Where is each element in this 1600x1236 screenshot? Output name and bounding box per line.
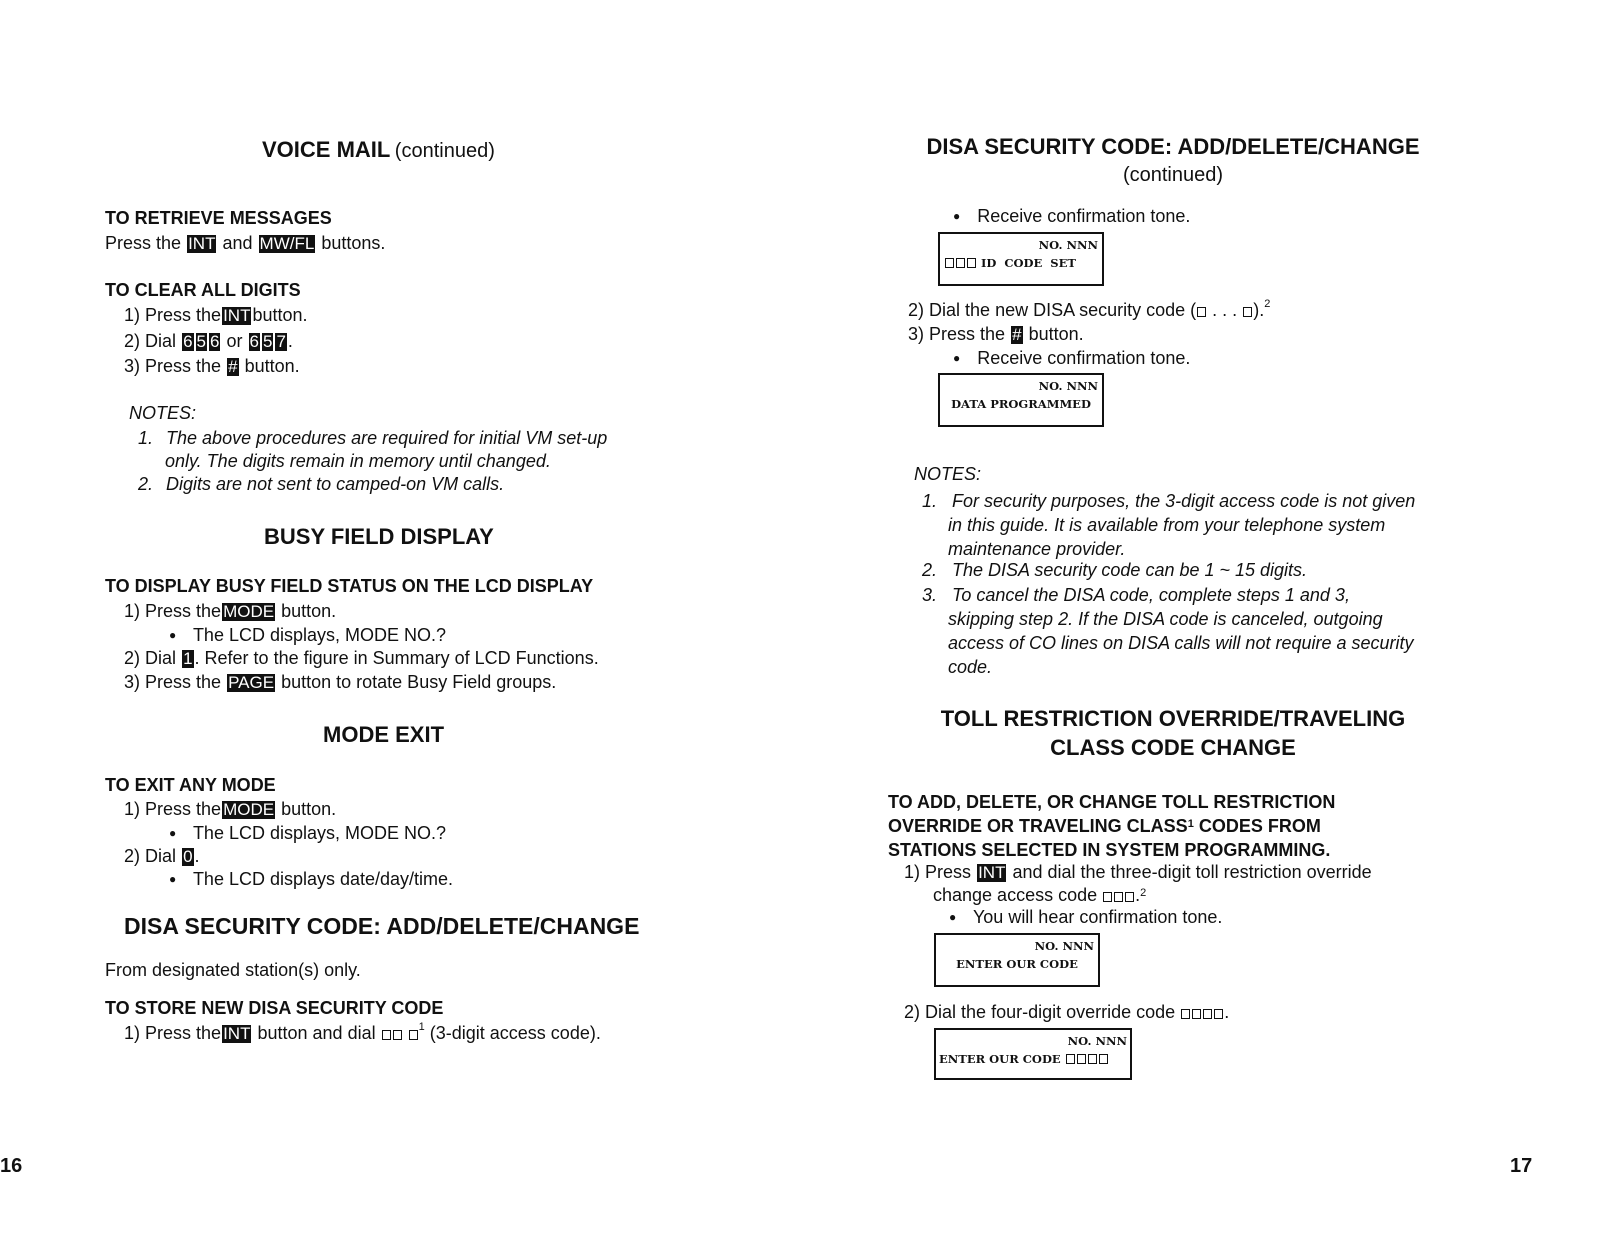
digit-key-icon: 6 [210, 332, 220, 351]
digit-box-icon [393, 1030, 402, 1040]
exit-bullet-1: ● The LCD displays, MODE NO.? [169, 823, 446, 844]
disa-step-3: 3) Press the # button. [908, 324, 1084, 344]
mode-exit-title: MODE EXIT [323, 722, 445, 747]
exit-step-1: 1) Press the MODE button. [124, 799, 337, 819]
digit-box-icon [1181, 1009, 1190, 1019]
lcd-display-id-code-set: NO. NNN ID CODE SET [938, 232, 1104, 286]
toll-step-2: 2) Dial the four-digit override code . [904, 1002, 1230, 1022]
digit-key-icon: 1 [183, 649, 193, 668]
exit-bullet-2: ● The LCD displays date/day/time. [169, 869, 453, 890]
clear-step-2: 2) Dial 6 5 6 or 6 5 7 . [124, 331, 293, 351]
lcd-box-icon [1088, 1054, 1097, 1064]
digit-box-icon [382, 1030, 391, 1040]
store-disa-heading: TO STORE NEW DISA SECURITY CODE [105, 998, 444, 1018]
int-key-icon: INT [978, 863, 1006, 882]
confirm-bullet-1: ● Receive confirmation tone. [953, 206, 1190, 227]
clear-step-1: 1) Press the INT button. [124, 305, 308, 325]
page-key-icon: PAGE [228, 673, 275, 692]
clear-digits-heading: TO CLEAR ALL DIGITS [105, 280, 301, 300]
lcd-box-icon [1077, 1054, 1086, 1064]
confirm-bullet-2: ● Receive confirmation tone. [953, 348, 1190, 369]
digit-box-icon [1114, 892, 1123, 902]
clear-step-3: 3) Press the # button. [124, 356, 300, 376]
store-step-1: 1) Press the INT button and dial $^1$ (3-digit access code). [124, 1021, 601, 1043]
retrieve-messages-heading: TO RETRIEVE MESSAGES [105, 208, 332, 228]
disa-step-2: 2) Dial the new DISA security code ( . . . ).$^2$ [908, 298, 1271, 320]
lcd-display-data-programmed: NO. NNN DATA PROGRAMMED [938, 373, 1104, 427]
exit-step-2: 2) Dial 0 . [124, 846, 200, 866]
digit-box-icon [1197, 307, 1206, 317]
digit-box-icon [1125, 892, 1134, 902]
lcd-box-icon [945, 258, 954, 268]
note-1: 1. The above procedures are required for initial VM set-up only. The digits remain in memory until changed. [138, 428, 608, 471]
digit-box-icon [1214, 1009, 1223, 1019]
disa-title: DISA SECURITY CODE: ADD/DELETE/CHANGE [124, 913, 640, 939]
digit-box-icon [1103, 892, 1112, 902]
busy-field-title: BUSY FIELD DISPLAY [264, 524, 494, 549]
digit-box-icon [1243, 307, 1252, 317]
digit-key-icon: 6 [249, 332, 259, 351]
exit-mode-heading: TO EXIT ANY MODE [105, 775, 276, 795]
busy-bullet: ● The LCD displays, MODE NO.? [169, 625, 446, 646]
digit-key-icon: 6 [183, 332, 193, 351]
mwfl-key-icon: MW/FL [259, 234, 315, 253]
busy-step-3: 3) Press the PAGE button to rotate Busy Field groups. [124, 672, 557, 692]
right-note-2: 2. The DISA security code can be 1 ~ 15 digits. [922, 560, 1308, 580]
notes-label: NOTES: [129, 403, 197, 423]
toll-bullet: ● You will hear confirmation tone. [949, 907, 1222, 928]
right-notes-label: NOTES: [914, 464, 982, 484]
int-key-icon: INT [223, 306, 251, 325]
digit-box-icon [1192, 1009, 1201, 1019]
busy-field-heading: TO DISPLAY BUSY FIELD STATUS ON THE LCD DISPLAY [105, 576, 594, 596]
page-number-left: 16 [0, 1155, 23, 1177]
hash-key-icon: # [228, 357, 238, 376]
digit-key-icon: 5 [196, 332, 206, 351]
toll-restriction-title: TOLL RESTRICTION OVERRIDE/TRAVELING CLASS CODE CHANGE [940, 706, 1406, 760]
int-key-icon: INT [188, 234, 216, 253]
lcd-box-icon [967, 258, 976, 268]
digit-key-icon: 0 [183, 847, 193, 866]
toll-step-1: 1) Press INT and dial the three-digit toll restriction override change access code .$^2$ [904, 862, 1372, 905]
lcd-box-icon [1099, 1054, 1108, 1064]
mode-key-icon: MODE [223, 800, 275, 819]
lcd-box-icon [1066, 1054, 1075, 1064]
right-note-3: 3. To cancel the DISA code, complete steps 1 and 3, skipping step 2. If the DISA code is canceled, outgoing access of CO lines on DISA calls will not require a security code. [922, 585, 1414, 677]
int-key-icon: INT [223, 1024, 251, 1043]
page-number-right: 17 [1510, 1155, 1533, 1177]
disa-cont-title: DISA SECURITY CODE: ADD/DELETE/CHANGE (continued) [926, 134, 1420, 186]
lcd-box-icon [956, 258, 965, 268]
toll-heading: TO ADD, DELETE, OR CHANGE TOLL RESTRICTION OVERRIDE OR TRAVELING CLASS$^1$ CODES FROM STATIONS SELECTED IN SYSTEM PROGRAMMING. [888, 792, 1336, 860]
digit-key-icon: 7 [276, 332, 286, 351]
note-2: 2. Digits are not sent to camped-on VM calls. [138, 474, 505, 494]
right-page [800, 0, 1600, 1236]
retrieve-messages-text: Press the INT and MW/FL buttons. [105, 233, 386, 253]
voice-mail-title: VOICE MAIL (continued) [262, 137, 495, 162]
busy-step-1: 1) Press the MODE button. [124, 601, 337, 621]
lcd-display-enter-code-digits: NO. NNN ENTER OUR CODE [934, 1028, 1132, 1080]
disa-from: From designated station(s) only. [105, 960, 361, 980]
mode-key-icon: MODE [223, 602, 275, 621]
right-note-1: 1. For security purposes, the 3-digit access code is not given in this guide. It is available from your telephone system maintenance provider. [922, 491, 1416, 559]
busy-step-2: 2) Dial 1 . Refer to the figure in Summary of LCD Functions. [124, 648, 599, 668]
digit-key-icon: 5 [262, 332, 273, 351]
digit-box-icon [409, 1030, 418, 1040]
hash-key-icon: # [1012, 325, 1022, 344]
left-page [0, 0, 780, 1236]
lcd-display-enter-code: NO. NNN ENTER OUR CODE [934, 933, 1100, 987]
digit-box-icon [1203, 1009, 1212, 1019]
